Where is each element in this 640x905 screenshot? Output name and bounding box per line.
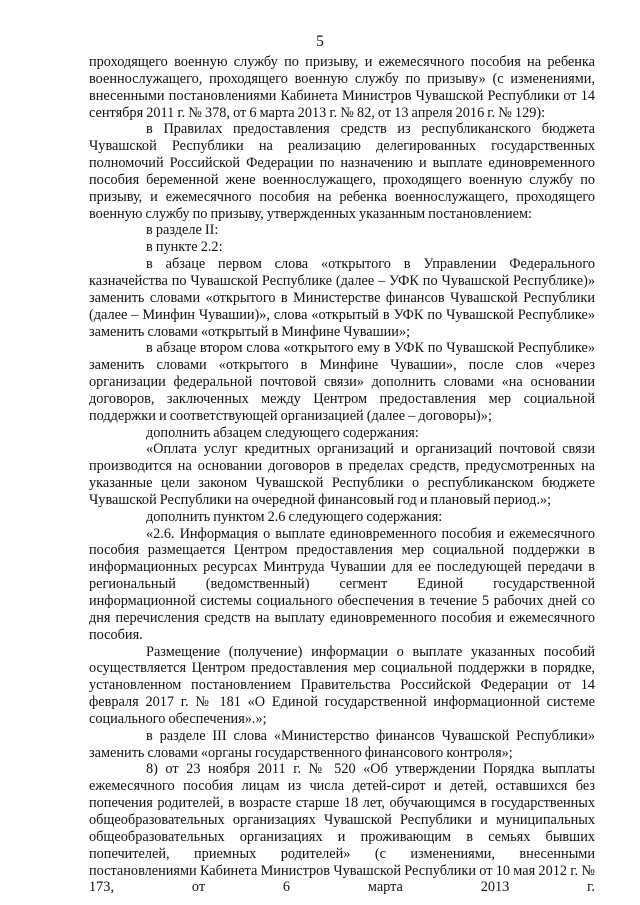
paragraph-2: в Правилах предоставления средств из республиканского бюджета Чувашской Республики на реализацию делегированных государственных полномочий Российской Федерации по назначению и выплате единовременного пособия беременной жене военнослужащего, проходящего военную службу по призыву, и ежемесячного пособия на ребенка военнослужащего, проходящего военную службу по призыву, утвержденных указанным постановлением: [89, 121, 595, 222]
paragraph-10: «2.6. Информация о выплате единовременного пособия и ежемесячного пособия размещается Центром предоставления мер социальной поддержки в информационных ресурсах Минтруда Чувашии для ее последующей передачи в региональный (ведомственный) сегмент Единой государственной информационной системы социального обеспечения в течение 5 рабочих дней со дня перечисления средств на выплату единовременного пособия и ежемесячного пособия. [89, 525, 595, 643]
page-number: 5 [316, 33, 324, 50]
paragraph-6: в абзаце втором слова «открытого ему в УФК по Чувашской Республике» заменить словами «открытого в Минфине Чувашии», после слов «через организации федеральной почтовой связи» дополнить словами «на основании договоров, заключенных между Центром предоставления мер социальной поддержки и соответствующей организацией (далее – договоры)»; [89, 340, 595, 424]
paragraph-13: 8) от 23 ноября 2011 г. № 520 «Об утверждении Порядка выплаты ежемесячного пособия лицам из числа детей-сирот и детей, оставшихся без попечения родителей, в возрасте старше 18 лет, обучающимся в государственных общеобразовательных организациях Чувашской Республики и муниципальных общеобразовательных организациях и проживающим в семьях бывших попечителей, приемных родителей» (с изменениями, внесенными постановлениями Кабинета Министров Чувашской Республики от 10 мая 2012 г. № 173, от 6 марта 2013 г. [89, 761, 595, 896]
paragraph-7: дополнить абзацем следующего содержания: [146, 424, 419, 441]
paragraph-12: в разделе III слова «Министерство финансов Чувашской Республики» заменить словами «органы государственного финансового контроля»; [89, 727, 595, 761]
document-body [89, 54, 595, 896]
paragraph-4: в пункте 2.2: [146, 239, 223, 256]
paragraph-9: дополнить пунктом 2.6 следующего содержания: [146, 508, 443, 525]
paragraph-3: в разделе II: [146, 222, 219, 239]
paragraph-1: проходящего военную службу по призыву, и ежемесячного пособия на ребенка военнослужащего, проходящего военную службу по призыву» (с изменениями, внесенными постановлениями Кабинета Министров Чувашской Республики от 14 сентября 2011 г. № 378, от 6 марта 2013 г. № 82, от 13 апреля 2016 г. № 129): [89, 54, 595, 121]
paragraph-5: в абзаце первом слова «открытого в Управлении Федерального казначейства по Чувашской Республике (далее – УФК по Чувашской Республике)» заменить словами «открытого в Министерстве финансов Чувашской Республики (далее – Минфин Чувашии)», слова «открытый в УФК по Чувашской Республике» заменить словами «открытый в Минфине Чувашии»; [89, 256, 595, 340]
paragraph-8: «Оплата услуг кредитных организаций и организаций почтовой связи производится на основании договоров в пределах средств, предусмотренных на указанные цели законом Чувашской Республики о республиканском бюджете Чувашской Республики на очередной финансовый год и плановый период.»; [89, 441, 595, 508]
paragraph-11: Размещение (получение) информации о выплате указанных пособий осуществляется Центром предоставления мер социальной поддержки в порядке, установленном постановлением Правительства Российской Федерации от 14 февраля 2017 г. № 181 «О Единой государственной информационной системе социального обеспечения».»; [89, 643, 595, 727]
